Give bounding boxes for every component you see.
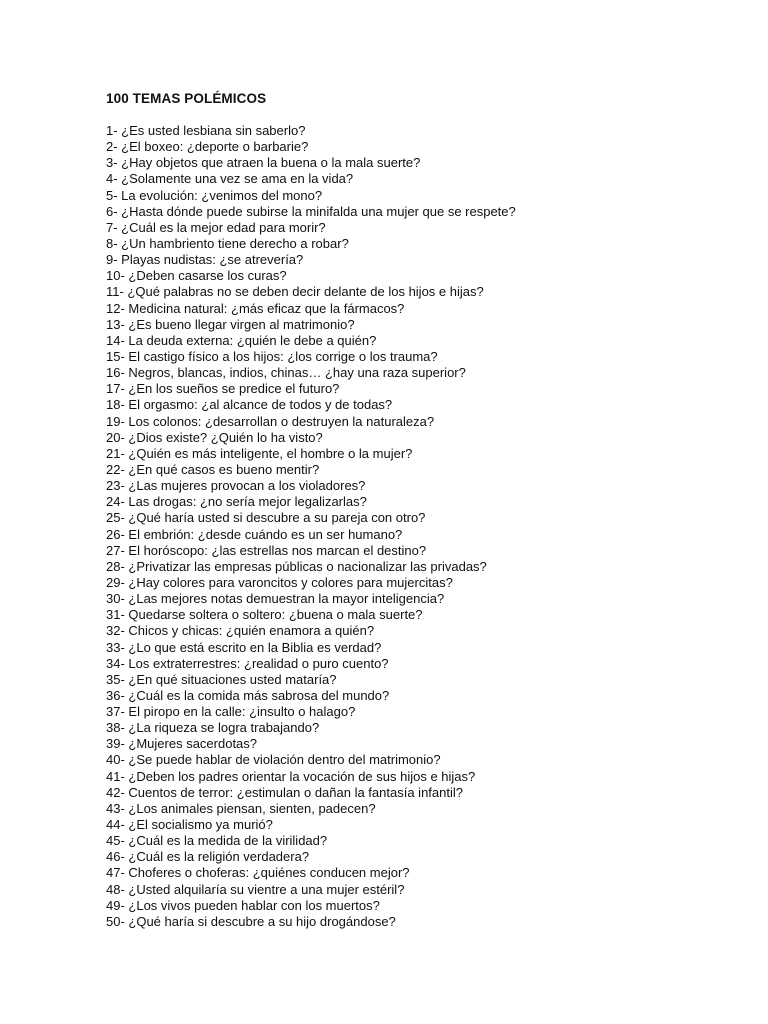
list-item: 46- ¿Cuál es la religión verdadera?	[106, 849, 310, 865]
list-item: 11- ¿Qué palabras no se deben decir delante de los hijos e hijas?	[106, 284, 484, 300]
list-item: 34- Los extraterrestres: ¿realidad o puro cuento?	[106, 655, 389, 671]
list-item: 26- El embrión: ¿desde cuándo es un ser humano?	[106, 526, 403, 542]
list-item: 27- El horóscopo: ¿las estrellas nos marcan el destino?	[106, 542, 427, 558]
document-title: 100 TEMAS POLÉMICOS	[106, 91, 267, 106]
list-item: 31- Quedarse soltera o soltero: ¿buena o mala suerte?	[106, 607, 423, 623]
list-item: 13- ¿Es bueno llegar virgen al matrimonio?	[106, 316, 355, 332]
list-item: 43- ¿Los animales piensan, sienten, padecen?	[106, 800, 376, 816]
list-item: 24- Las drogas: ¿no sería mejor legalizarlas?	[106, 494, 367, 510]
list-item: 30- ¿Las mejores notas demuestran la mayor inteligencia?	[106, 591, 445, 607]
list-item: 39- ¿Mujeres sacerdotas?	[106, 736, 258, 752]
list-item: 50- ¿Qué haría si descubre a su hijo drogándose?	[106, 913, 396, 929]
list-item: 19- Los colonos: ¿desarrollan o destruyen la naturaleza?	[106, 413, 435, 429]
list-item: 15- El castigo físico a los hijos: ¿los corrige o los trauma?	[106, 348, 438, 364]
list-item: 42- Cuentos de terror: ¿estimulan o dañan la fantasía infantil?	[106, 784, 463, 800]
list-item: 45- ¿Cuál es la medida de la virilidad?	[106, 833, 328, 849]
list-item: 48- ¿Usted alquilaría su vientre a una mujer estéril?	[106, 881, 405, 897]
list-item: 35- ¿En qué situaciones usted mataría?	[106, 671, 337, 687]
list-item: 17- ¿En los sueños se predice el futuro?	[106, 381, 340, 397]
list-item: 36- ¿Cuál es la comida más sabrosa del mundo?	[106, 687, 390, 703]
list-item: 28- ¿Privatizar las empresas públicas o nacionalizar las privadas?	[106, 558, 487, 574]
list-item: 47- Choferes o choferas: ¿quiénes conducen mejor?	[106, 865, 410, 881]
list-item: 5- La evolución: ¿venimos del mono?	[106, 187, 323, 203]
list-item: 18- El orgasmo: ¿al alcance de todos y de todas?	[106, 397, 393, 413]
list-item: 2- ¿El boxeo: ¿deporte o barbarie?	[106, 139, 309, 155]
list-item: 9- Playas nudistas: ¿se atrevería?	[106, 252, 304, 268]
list-item: 25- ¿Qué haría usted si descubre a su pareja con otro?	[106, 510, 426, 526]
list-item: 14- La deuda externa: ¿quién le debe a quién?	[106, 332, 377, 348]
list-item: 41- ¿Deben los padres orientar la vocación de sus hijos e hijas?	[106, 768, 476, 784]
list-item: 32- Chicos y chicas: ¿quién enamora a quién?	[106, 623, 375, 639]
list-item: 23- ¿Las mujeres provocan a los violadores?	[106, 478, 366, 494]
list-item: 1- ¿Es usted lesbiana sin saberlo?	[106, 123, 306, 138]
list-item: 4- ¿Solamente una vez se ama en la vida?	[106, 171, 354, 187]
list-item: 44- ¿El socialismo ya murió?	[106, 817, 273, 833]
list-item: 12- Medicina natural: ¿más eficaz que la fármacos?	[106, 300, 405, 316]
list-item: 3- ¿Hay objetos que atraen la buena o la mala suerte?	[106, 155, 421, 171]
list-item: 16- Negros, blancas, indios, chinas… ¿hay una raza superior?	[106, 365, 466, 381]
topic-list	[106, 123, 516, 930]
list-item: 21- ¿Quién es más inteligente, el hombre o la mujer?	[106, 445, 413, 461]
list-item: 8- ¿Un hambriento tiene derecho a robar?	[106, 235, 349, 251]
list-item: 40- ¿Se puede hablar de violación dentro del matrimonio?	[106, 752, 441, 768]
list-item: 10- ¿Deben casarse los curas?	[106, 268, 287, 284]
list-item: 38- ¿La riqueza se logra trabajando?	[106, 720, 320, 736]
list-item: 7- ¿Cuál es la mejor edad para morir?	[106, 219, 326, 235]
list-item: 29- ¿Hay colores para varoncitos y colores para mujercitas?	[106, 574, 453, 590]
list-item: 49- ¿Los vivos pueden hablar con los muertos?	[106, 897, 380, 913]
list-item: 20- ¿Dios existe? ¿Quién lo ha visto?	[106, 429, 323, 445]
list-item: 6- ¿Hasta dónde puede subirse la minifalda una mujer que se respete?	[106, 203, 516, 219]
list-item: 22- ¿En qué casos es bueno mentir?	[106, 461, 320, 477]
list-item: 37- El piropo en la calle: ¿insulto o halago?	[106, 704, 356, 720]
list-item: 33- ¿Lo que está escrito en la Biblia es verdad?	[106, 639, 382, 655]
